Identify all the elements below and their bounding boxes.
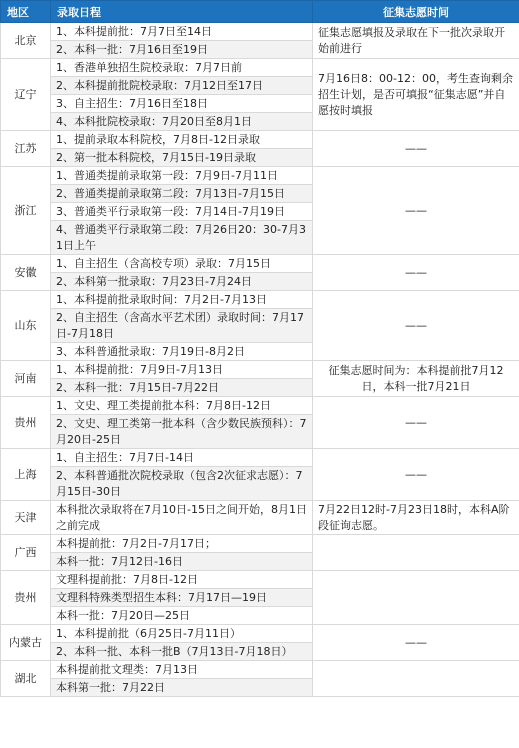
table-row — [1, 167, 519, 185]
schedule-cell: 本科一批：7月20日—25日 — [51, 607, 313, 625]
note-cell — [313, 535, 519, 571]
region-cell: 湖北 — [1, 661, 51, 697]
header-schedule: 录取日程 — [51, 1, 313, 23]
region-cell: 天津 — [1, 501, 51, 535]
table-body — [1, 23, 519, 697]
note-cell: 7月22日12时-7月23日18时，本科A阶段征询志愿。 — [313, 501, 519, 535]
region-cell: 贵州 — [1, 397, 51, 449]
table-row — [1, 625, 519, 643]
schedule-cell: 1、文史、理工类提前批本科：7月8日-12日 — [51, 397, 313, 415]
schedule-cell: 2、自主招生（含高水平艺术团）录取时间：7月17日-7月18日 — [51, 309, 313, 343]
region-cell: 安徽 — [1, 255, 51, 291]
schedule-cell: 3、自主招生：7月16日至18日 — [51, 95, 313, 113]
table-header-row — [1, 1, 519, 23]
table-row — [1, 131, 519, 149]
schedule-cell: 2、本科一批：7月15日-7月22日 — [51, 379, 313, 397]
schedule-cell: 本科第一批：7月22日 — [51, 679, 313, 697]
note-cell: —— — [313, 167, 519, 255]
note-cell: 7月16日8：00-12：00，考生查询剩余招生计划，是否可填报“征集志愿”并自愿按时填报 — [313, 59, 519, 131]
region-cell: 辽宁 — [1, 59, 51, 131]
region-cell: 内蒙古 — [1, 625, 51, 661]
schedule-cell: 本科提前批文理类：7月13日 — [51, 661, 313, 679]
table-row — [1, 661, 519, 679]
region-cell: 河南 — [1, 361, 51, 397]
schedule-cell: 2、本科第一批录取：7月23日-7月24日 — [51, 273, 313, 291]
schedule-cell: 1、普通类提前录取第一段：7月9日-7月11日 — [51, 167, 313, 185]
table-row — [1, 397, 519, 415]
region-cell: 山东 — [1, 291, 51, 361]
note-cell — [313, 571, 519, 625]
note-cell: —— — [313, 131, 519, 167]
note-cell: —— — [313, 625, 519, 661]
schedule-cell: 2、本科普通批次院校录取（包含2次征求志愿）：7月15日-30日 — [51, 467, 313, 501]
table-row — [1, 361, 519, 379]
schedule-cell: 1、本科提前批录取时间：7月2日-7月13日 — [51, 291, 313, 309]
table-row — [1, 449, 519, 467]
schedule-cell: 1、香港单独招生院校录取：7月7日前 — [51, 59, 313, 77]
schedule-cell: 文理科特殊类型招生本科：7月17日—19日 — [51, 589, 313, 607]
table-row — [1, 255, 519, 273]
schedule-cell: 1、自主招生（含高校专项）录取：7月15日 — [51, 255, 313, 273]
note-cell: —— — [313, 291, 519, 361]
schedule-cell: 2、本科一批：7月16日至19日 — [51, 41, 313, 59]
schedule-cell: 4、普通类平行录取第二段：7月26日20：30-7月31日上午 — [51, 221, 313, 255]
table-row — [1, 535, 519, 553]
region-cell: 江苏 — [1, 131, 51, 167]
schedule-cell: 2、本科提前批院校录取：7月12日至17日 — [51, 77, 313, 95]
schedule-cell: 本科批次录取将在7月10日-15日之间开始，8月1日之前完成 — [51, 501, 313, 535]
note-cell: —— — [313, 397, 519, 449]
schedule-cell: 文理科提前批：7月8日-12日 — [51, 571, 313, 589]
schedule-cell: 1、本科提前批：7月9日-7月13日 — [51, 361, 313, 379]
note-cell: —— — [313, 255, 519, 291]
schedule-cell: 1、自主招生：7月7日-14日 — [51, 449, 313, 467]
note-cell — [313, 661, 519, 697]
schedule-cell: 本科提前批：7月2日-7月17日； — [51, 535, 313, 553]
schedule-cell: 4、本科批院校录取：7月20日至8月1日 — [51, 113, 313, 131]
region-cell: 北京 — [1, 23, 51, 59]
schedule-cell: 3、本科普通批录取：7月19日-8月2日 — [51, 343, 313, 361]
note-cell: 征集志愿时间为：本科提前批7月12日，本科一批7月21日 — [313, 361, 519, 397]
schedule-cell: 2、本科一批、本科一批B（7月13日-7月18日） — [51, 643, 313, 661]
table-row — [1, 23, 519, 41]
schedule-cell: 2、普通类提前录取第二段：7月13日-7月15日 — [51, 185, 313, 203]
region-cell: 浙江 — [1, 167, 51, 255]
schedule-cell: 3、普通类平行录取第一段：7月14日-7月19日 — [51, 203, 313, 221]
table-row — [1, 571, 519, 589]
table-row — [1, 59, 519, 77]
region-cell: 广西 — [1, 535, 51, 571]
region-cell: 贵州 — [1, 571, 51, 625]
region-cell: 上海 — [1, 449, 51, 501]
header-region: 地区 — [1, 1, 51, 23]
table-row — [1, 291, 519, 309]
schedule-cell: 1、本科提前批（6月25日-7月11日） — [51, 625, 313, 643]
schedule-cell: 本科一批：7月12日-16日 — [51, 553, 313, 571]
schedule-cell: 2、第一批本科院校，7月15日-19日录取 — [51, 149, 313, 167]
schedule-cell: 1、本科提前批：7月7日至14日 — [51, 23, 313, 41]
note-cell: 征集志愿填报及录取在下一批次录取开始前进行 — [313, 23, 519, 59]
schedule-cell: 2、文史、理工类第一批本科（含少数民族预科）：7月20日-25日 — [51, 415, 313, 449]
table-row — [1, 501, 519, 535]
schedule-cell: 1、提前录取本科院校，7月8日-12日录取 — [51, 131, 313, 149]
note-cell: —— — [313, 449, 519, 501]
header-notes: 征集志愿时间 — [313, 1, 519, 23]
